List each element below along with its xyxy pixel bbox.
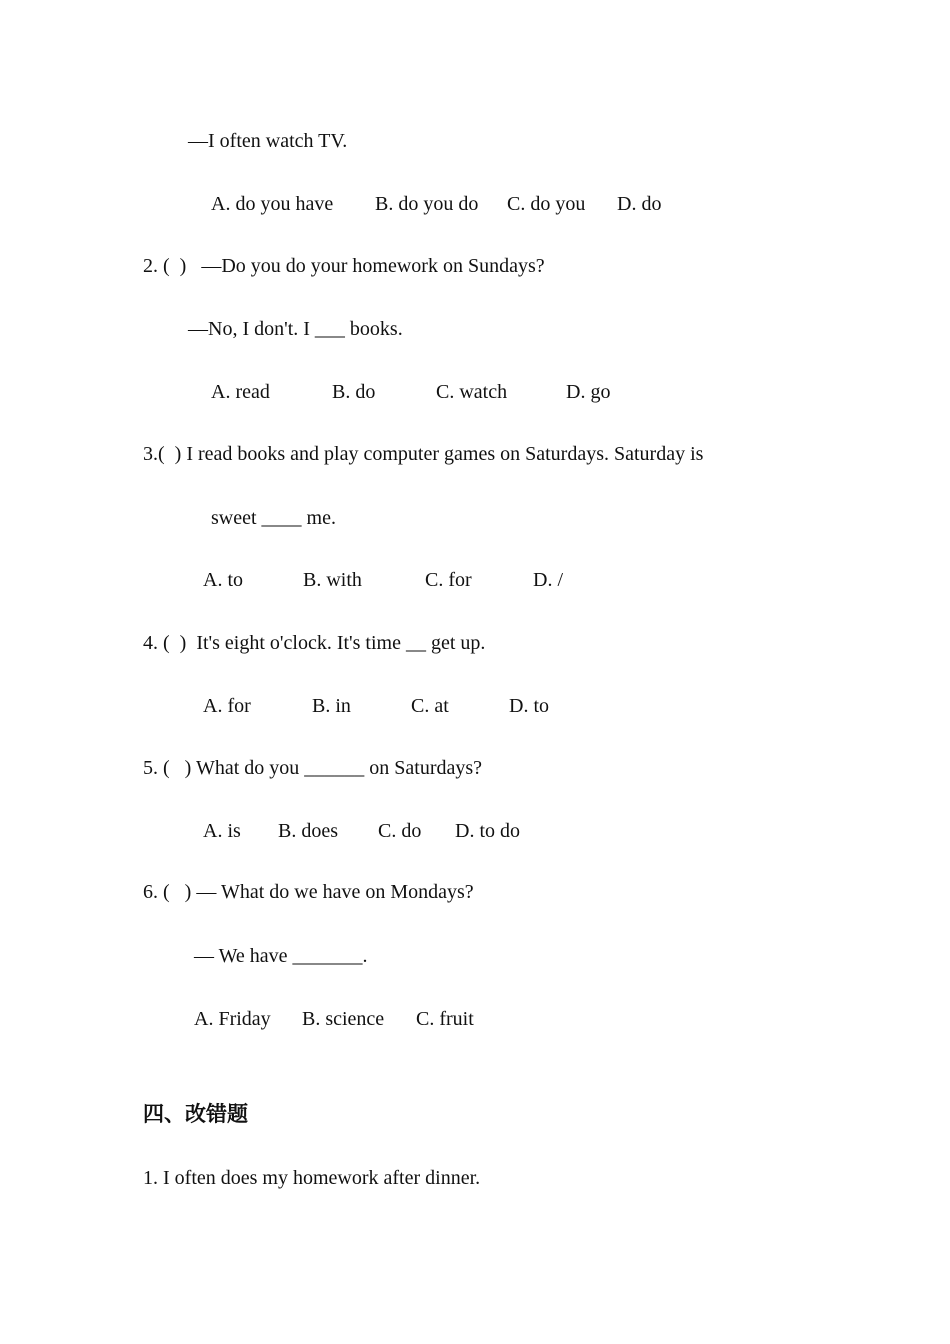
q4-option-a: A. for xyxy=(203,695,251,717)
section-4-item-1: 1. I often does my homework after dinner. xyxy=(143,1167,481,1189)
q6-option-c: C. fruit xyxy=(416,1008,474,1030)
q3-option-a: A. to xyxy=(203,569,243,591)
q4-option-d: D. to xyxy=(509,695,549,717)
q3-stem: 3.( ) I read books and play computer games on Saturdays. Saturday is xyxy=(143,443,704,465)
q5-option-c: C. do xyxy=(378,820,422,842)
q4-option-c: C. at xyxy=(411,695,449,717)
q4-option-b: B. in xyxy=(312,695,351,717)
q5-option-d: D. to do xyxy=(455,820,520,842)
q2-answer-line: —No, I don't. I ___ books. xyxy=(188,318,403,340)
q5-option-a: A. is xyxy=(203,820,241,842)
q1-option-a: A. do you have xyxy=(211,193,334,215)
q2-option-b: B. do xyxy=(332,381,376,403)
q1-option-b: B. do you do xyxy=(375,193,479,215)
q1-option-d: D. do xyxy=(617,193,662,215)
q2-option-d: D. go xyxy=(566,381,611,403)
q4-stem: 4. ( ) It's eight o'clock. It's time __ get up. xyxy=(143,632,486,654)
q6-stem: 6. ( ) — What do we have on Mondays? xyxy=(143,881,474,903)
q3-stem-continued: sweet ____ me. xyxy=(211,507,336,529)
q3-option-b: B. with xyxy=(303,569,362,591)
q3-option-c: C. for xyxy=(425,569,472,591)
q2-option-a: A. read xyxy=(211,381,270,403)
q1-option-c: C. do you xyxy=(507,193,586,215)
q5-stem: 5. ( ) What do you ______ on Saturdays? xyxy=(143,757,483,779)
section-4-heading: 四、改错题 xyxy=(143,1102,248,1126)
q2-option-c: C. watch xyxy=(436,381,508,403)
q1-answer-line: —I often watch TV. xyxy=(188,130,348,152)
q3-option-d: D. / xyxy=(533,569,563,591)
q6-answer-line: — We have _______. xyxy=(194,945,368,967)
q5-option-b: B. does xyxy=(278,820,338,842)
q6-option-a: A. Friday xyxy=(194,1008,271,1030)
q6-option-b: B. science xyxy=(302,1008,385,1030)
q2-stem: 2. ( ) —Do you do your homework on Sundays? xyxy=(143,255,545,277)
